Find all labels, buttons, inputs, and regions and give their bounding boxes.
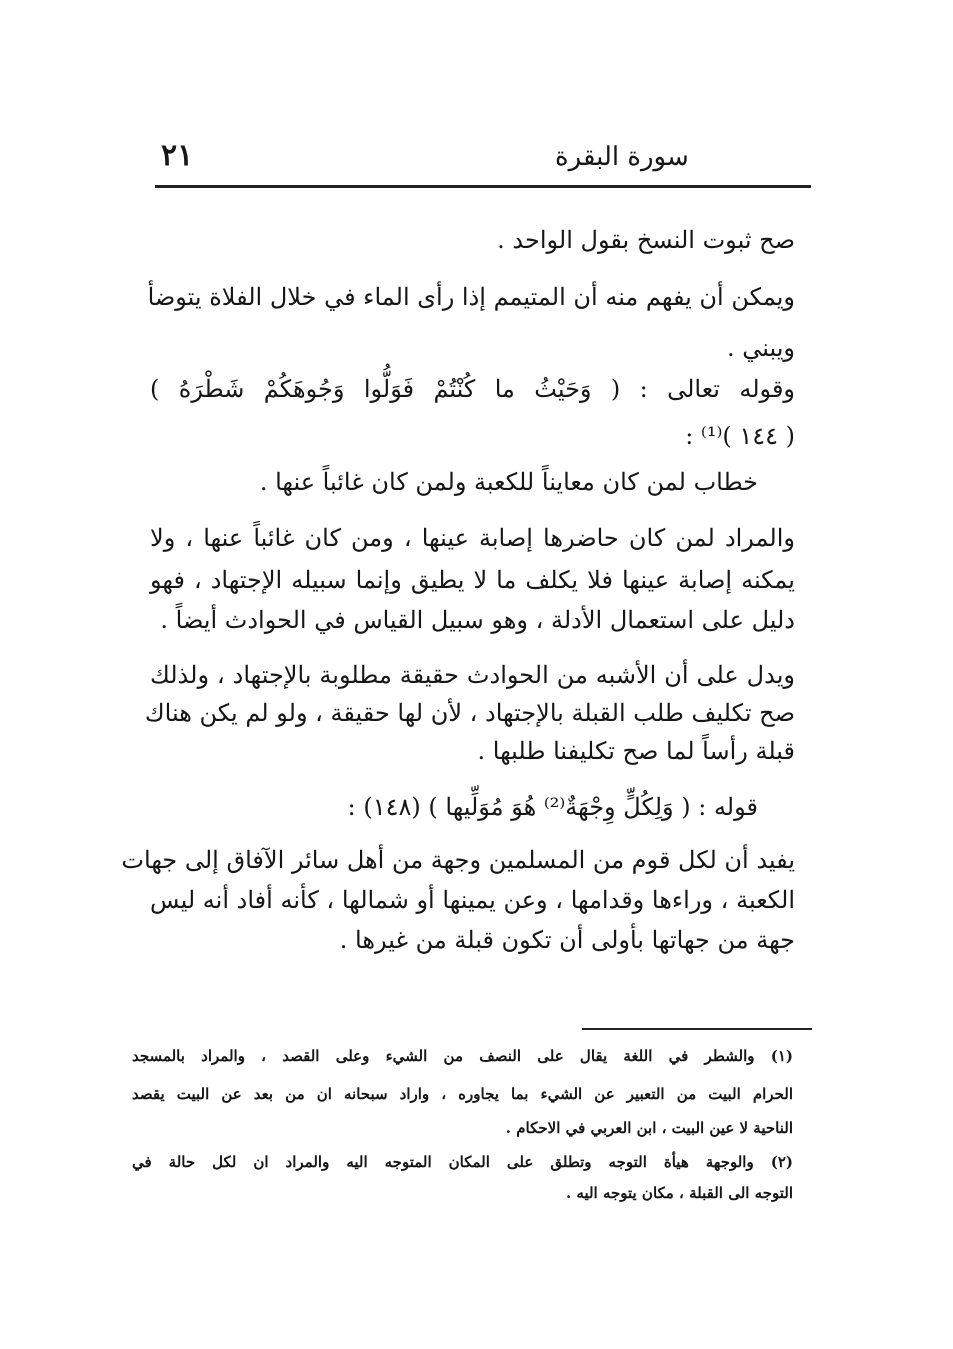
- body-line: الكعبة ، وراءها وقدامها ، وعن يمينها أو شمالها ، كأنه أفاد أنه ليس: [150, 886, 795, 914]
- body-line: ويدل على أن الأشبه من الحوادث حقيقة مطلوبة بالإجتهاد ، ولذلك: [150, 661, 795, 689]
- footnote-line: (٢) والوجهة هيأة التوجه وتطلق على المكان المتوجه اليه والمراد ان لكل حالة في: [132, 1153, 793, 1171]
- footnote-rule: [582, 1028, 812, 1030]
- body-line: جهة من جهاتها بأولى أن تكون قبلة من غيرها .: [339, 926, 795, 954]
- body-line: ويبني .: [726, 334, 795, 362]
- body-line: والمراد لمن كان حاضرها إصابة عينها ، ومن كان غائباً عنها ، ولا: [150, 524, 795, 552]
- footnote-line: الناحية لا عين البيت ، ابن العربي في الاحكام .: [505, 1119, 793, 1137]
- header-rule: [155, 185, 811, 188]
- body-line: صح تكليف طلب القبلة بالإجتهاد ، لأن لها حقيقة ، ولو لم يكن هناك: [144, 699, 795, 727]
- quran-verse-line: وقوله تعالى : ( وَحَيْثُ ما كُنْتُمْ فَوَلُّوا وَجُوهَكُمْ شَطْرَهُ ): [150, 375, 795, 403]
- verse-number-line: ( ١٤٤ )⁽¹⁾ :: [685, 422, 795, 450]
- body-line: يمكنه إصابة عينها فلا يكلف ما لا يطيق وإنما سبيله الإجتهاد ، فهو: [150, 566, 795, 594]
- page-number: ٢١: [161, 138, 194, 173]
- body-line: دليل على استعمال الأدلة ، وهو سبيل القياس في الحوادث أيضاً .: [160, 606, 795, 634]
- footnote-line: الحرام البيت من التعبير عن الشيء بما يجاوره ، واراد سبحانه ان من بعد عن البيت يقصد: [132, 1085, 793, 1103]
- body-line: خطاب لمن كان معايناً للكعبة ولمن كان غائباً عنها .: [259, 468, 758, 496]
- footnote-line: التوجه الى القبلة ، مكان يتوجه اليه .: [565, 1184, 793, 1202]
- body-line: قبلة رأساً لما صح تكليفنا طلبها .: [477, 737, 795, 765]
- quran-verse-line: قوله : ( وَلِكُلٍّ وِجْهَةٌ⁽²⁾ هُوَ مُوَلِّيها ) (١٤٨) :: [347, 793, 758, 821]
- body-line: ويمكن أن يفهم منه أن المتيمم إذا رأى الماء في خلال الفلاة يتوضأ: [147, 283, 795, 311]
- running-header: [155, 138, 810, 178]
- body-line: يفيد أن لكل قوم من المسلمين وجهة من أهل سائر الآفاق إلى جهات: [121, 846, 795, 874]
- footnote-line: (١) والشطر في اللغة يقال على النصف من الشيء وعلى القصد ، والمراد بالمسجد: [132, 1047, 793, 1065]
- body-line: صح ثبوت النسخ بقول الواحد .: [497, 226, 795, 254]
- surah-title: سورة البقرة: [555, 142, 689, 172]
